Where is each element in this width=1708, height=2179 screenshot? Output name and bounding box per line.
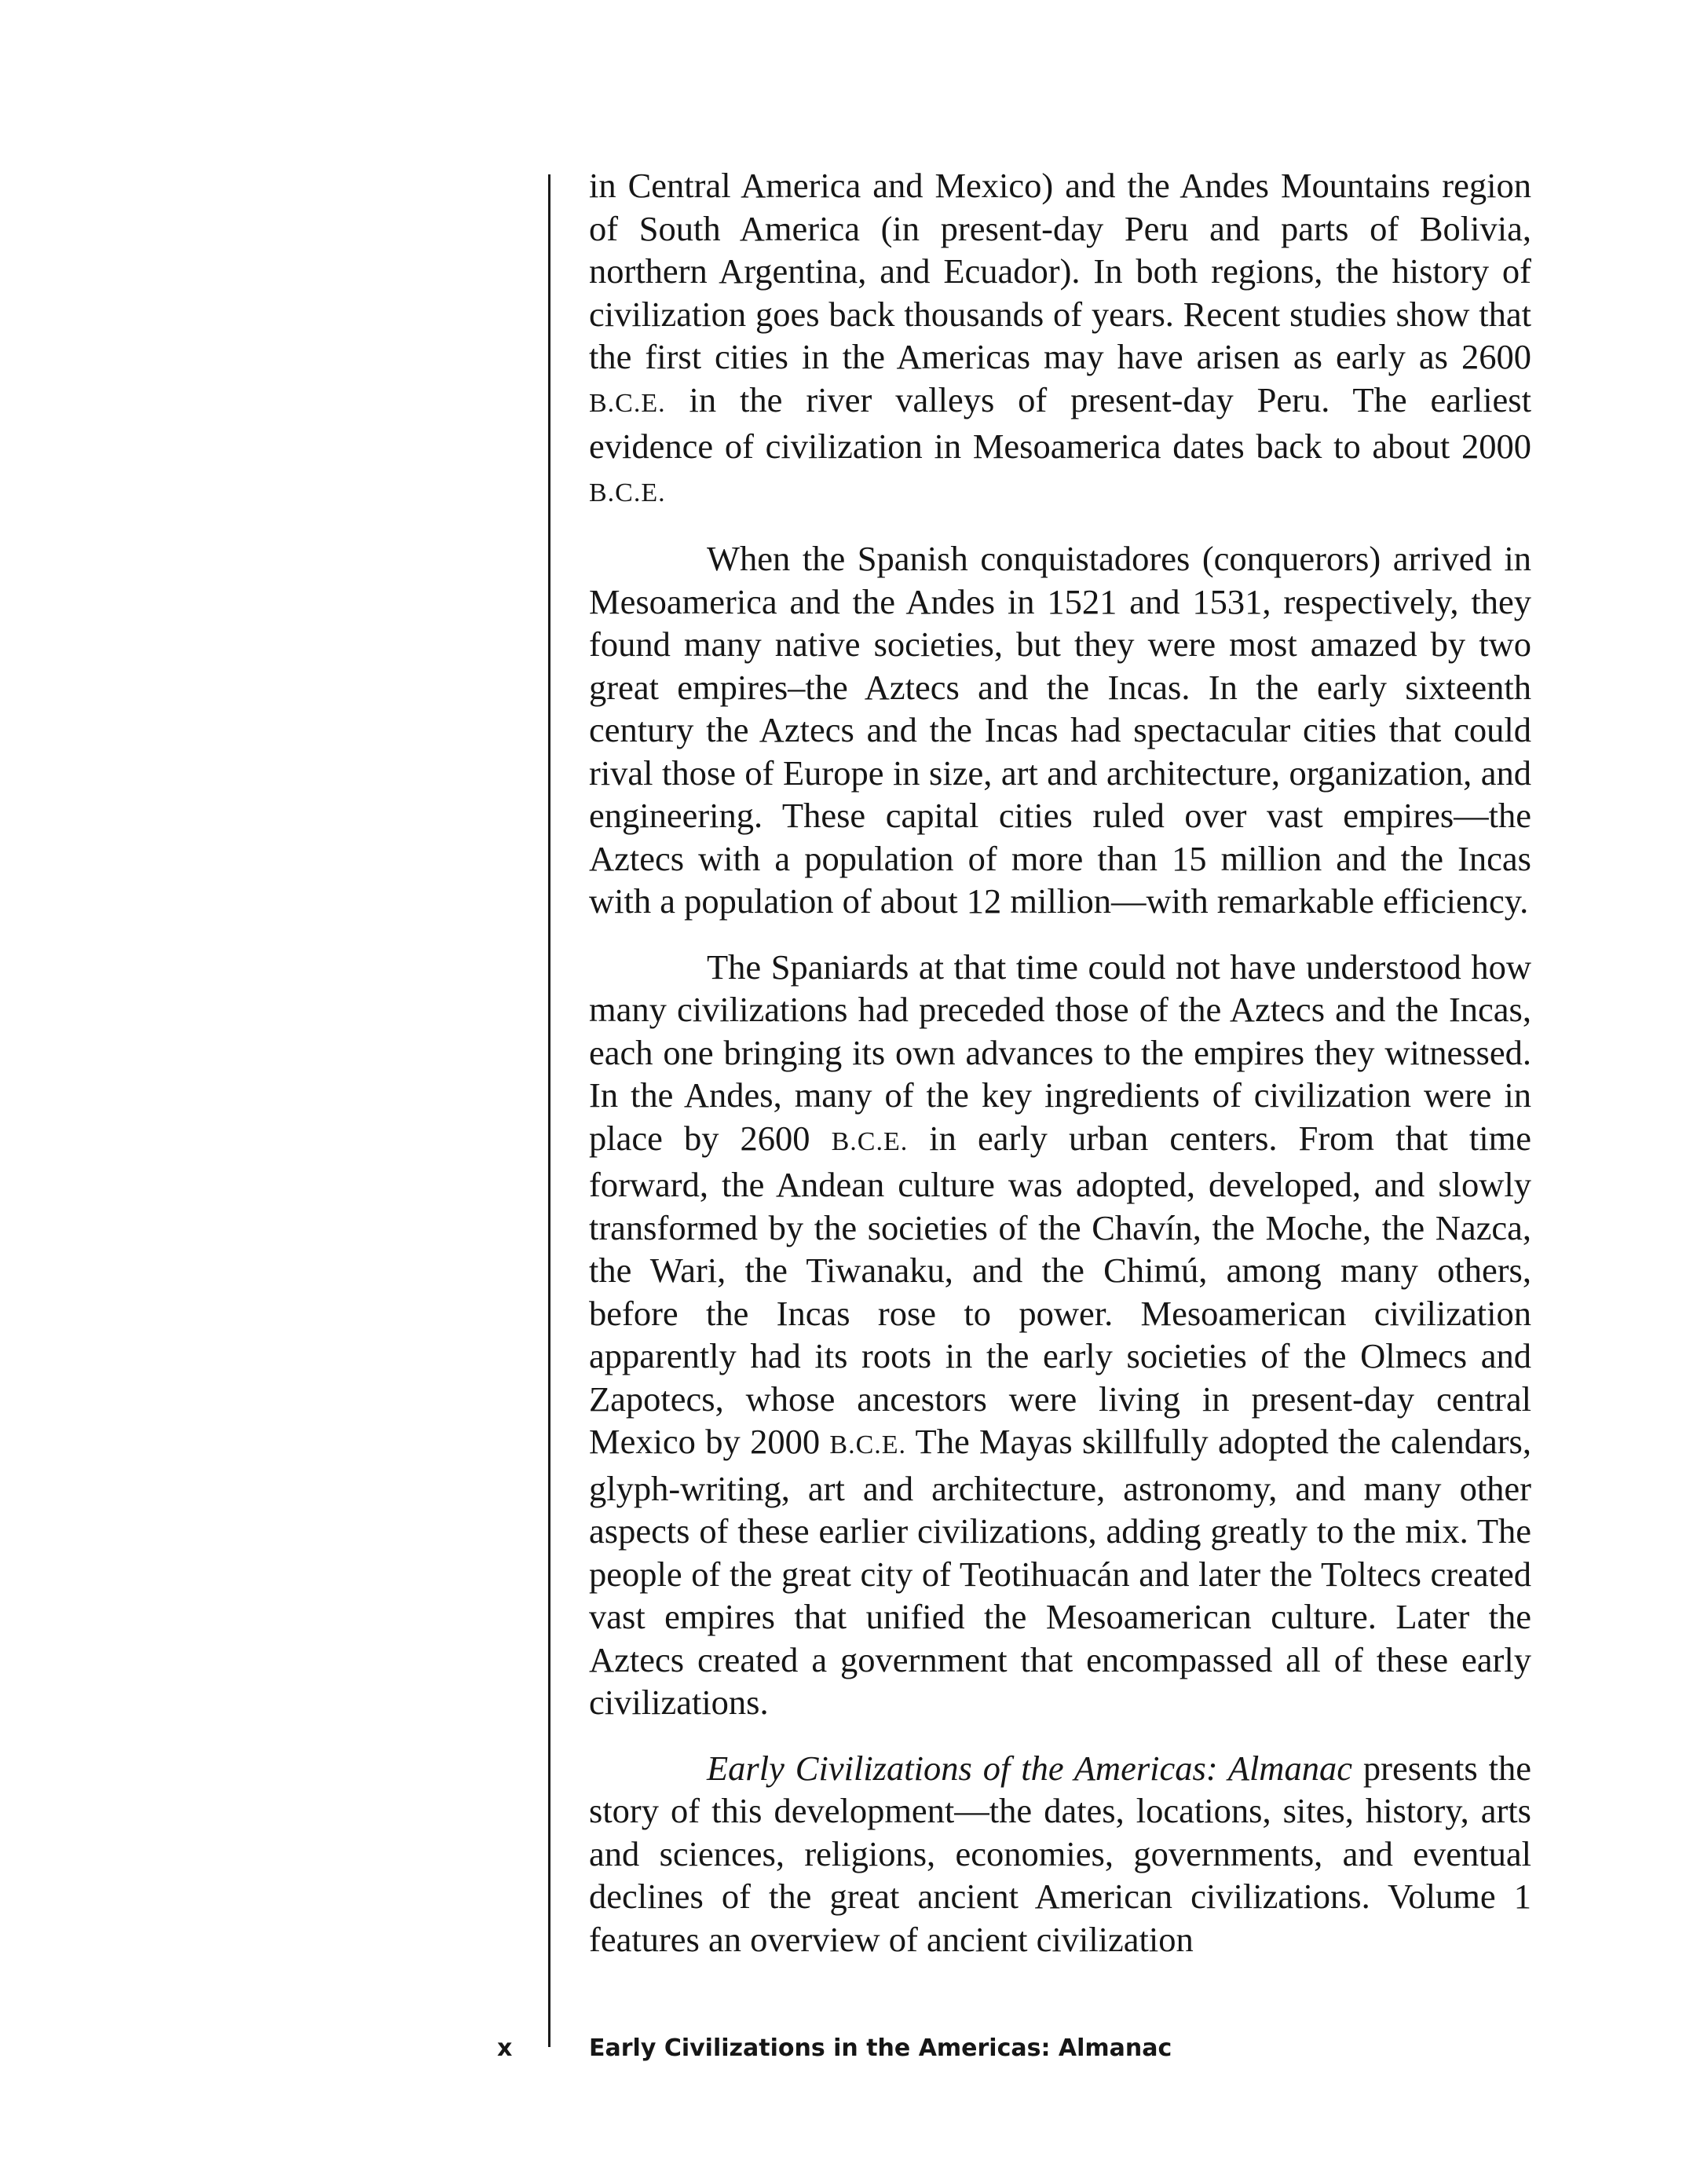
text-run: in the river valleys of present-day Peru. The earliest evidence of civilization in Mesoamerica dates back to about 2000 (589, 379, 1531, 466)
text-run: When the Spanish conquistadores (conquerors) arrived in Mesoamerica and the Andes in 1521 and 1531, respectively, they found many native societies, but they were most amazed by two great empires–the Aztecs and the Incas. In the early sixteenth century the Aztecs and the Incas had spectacular cities that could rival those of Europe in size, art and architecture, organization, and engineering. These capital cities ruled over vast empires—the Aztecs with a population of more than 15 million and the Incas with a population of about 12 million—with remarkable efficiency. (589, 539, 1531, 921)
page-number: x (497, 2034, 513, 2062)
text-run: in early urban centers. From that time forward, the Andean culture was adopted, developed, and slowly transformed by the societies of the Chavín, the Moche, the Nazca, the Wari, the Tiwanaku, and the Chimú, among many others, before the Incas rose to power. Mesoamerican civilization apparently had its roots in the early societies of the Olmecs and Zapotecs, whose ancestors were living in present-day central Mexico by 2000 (589, 1118, 1531, 1461)
era-abbreviation: B.C.E. (589, 388, 666, 418)
running-footer-title: Early Civilizations in the Americas: Almanac (589, 2034, 1172, 2062)
text-run: presents the story of this development—the dates, locations, sites, history, arts and sciences, religions, economies, governments, and eventual declines of the great ancient American civilizations. Volume 1 features an overview of ancient civilization (589, 1748, 1531, 1959)
paragraph-4 (589, 1747, 1531, 1961)
era-abbreviation: B.C.E. (831, 1126, 909, 1156)
paragraph-1 (589, 164, 1531, 515)
margin-rule (548, 174, 550, 2047)
paragraph-2 (589, 537, 1531, 923)
era-abbreviation: B.C.E. (589, 478, 666, 507)
body-text (589, 164, 1531, 1961)
text-run: The Spaniards at that time could not have understood how many civilizations had preceded those of the Aztecs and the Incas, each one bringing its own advances to the empires they witnessed. In the Andes, many of the key ingredients of civilization were in place by 2600 (589, 947, 1531, 1158)
text-run: The Mayas skillfully adopted the calendars, glyph-writing, art and architecture, astronomy, and many other aspects of these earlier civilizations, adding greatly to the mix. The people of the great city of Teotihuacán and later the Toltecs created vast empires that unified the Mesoamerican culture. Later the Aztecs created a government that encompassed all of these early civilizations. (589, 1422, 1531, 1722)
book-title-italic: Early Civilizations of the Americas: Almanac (707, 1748, 1352, 1788)
paragraph-3 (589, 946, 1531, 1724)
era-abbreviation: B.C.E. (829, 1430, 907, 1459)
text-run: in Central America and Mexico) and the Andes Mountains region of South America (in present-day Peru and parts of Bolivia, northern Argentina, and Ecuador). In both regions, the history of civilization goes back thousands of years. Recent studies show that the first cities in the Americas may have arisen as early as 2600 (589, 166, 1531, 376)
